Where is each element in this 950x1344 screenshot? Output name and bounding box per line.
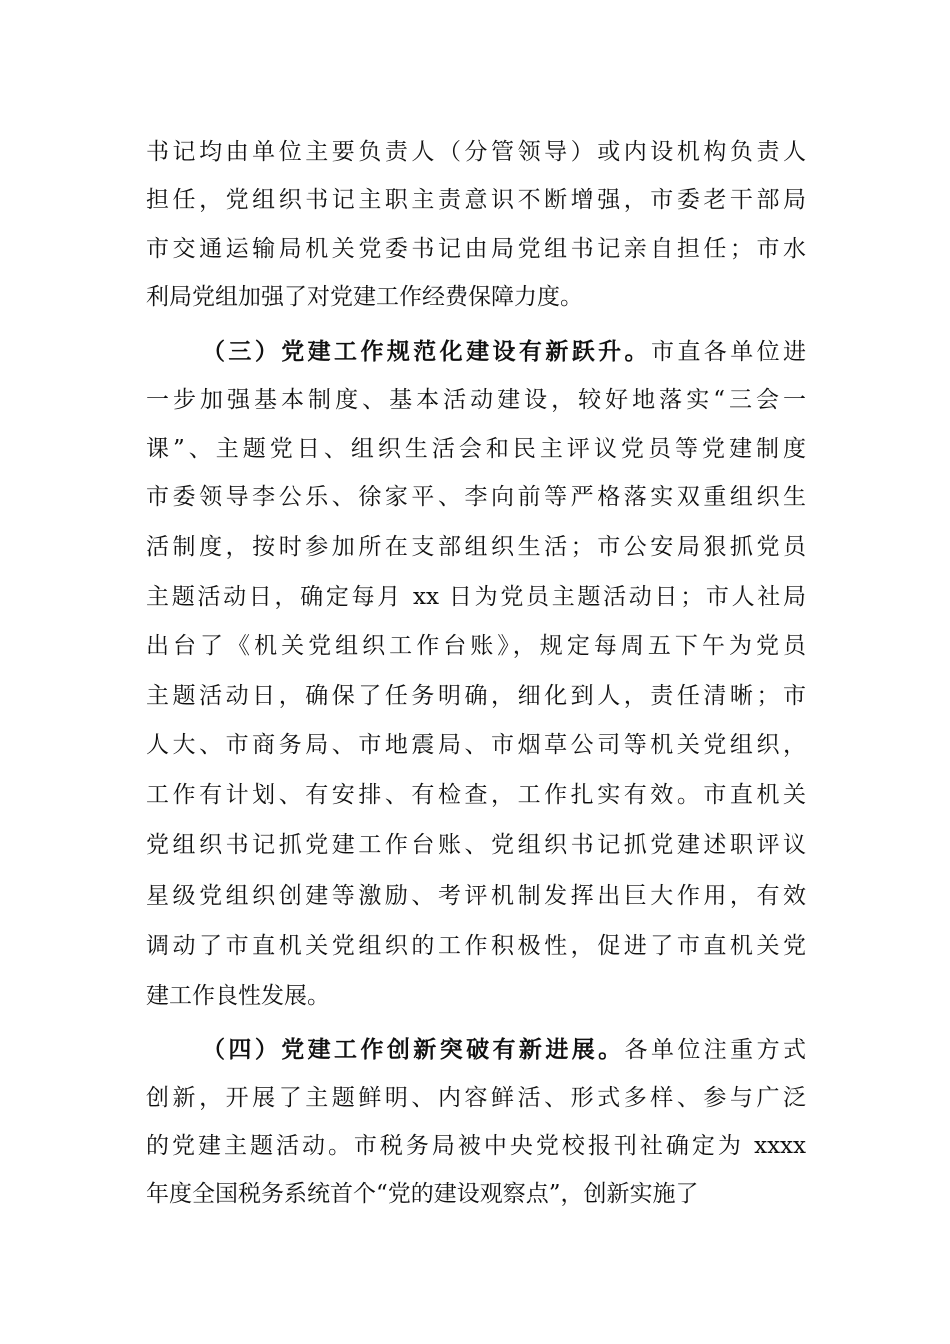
text-line: 担任，党组织书记主职主责意识不断增强，市委老干部局: [146, 187, 806, 213]
text-line: 人大、市商务局、市地震局、市烟草公司等机关党组织，: [146, 732, 806, 758]
text-run: 市直各单位进: [650, 339, 807, 365]
text-line: 市委领导李公乐、徐家平、李向前等严格落实双重组织生: [146, 484, 806, 510]
text-line: 建工作良性发展。: [146, 983, 330, 1009]
text-line: 活制度，按时参加所在支部组织生活；市公安局狠抓党员: [146, 534, 806, 560]
text-line: 课”、主题党日、组织生活会和民主评议党员等党建制度: [146, 436, 806, 462]
section-heading-3: （三）党建工作规范化建设有新跃升。: [202, 338, 651, 365]
text-line: 党组织书记抓党建工作台账、党组织书记抓党建述职评议: [146, 832, 806, 858]
text-line: 主题活动日，确保了任务明确，细化到人，责任清晰；市: [146, 683, 806, 709]
text-line: 主题活动日，确定每月 xx 日为党员主题活动日；市人社局: [146, 584, 806, 610]
text-run: 各单位注重方式: [624, 1037, 807, 1063]
text-line: 工作有计划、有安排、有检查，工作扎实有效。市直机关: [146, 782, 806, 808]
text-line: 调动了市直机关党组织的工作积极性，促进了市直机关党: [146, 933, 806, 959]
paragraph-first-line: [202, 1030, 806, 1070]
paragraph-first-line: [202, 332, 806, 372]
text-line: 一步加强基本制度、基本活动建设，较好地落实“三会一: [146, 387, 806, 413]
text-line: 年度全国税务系统首个“党的建设观察点”，创新实施了: [146, 1181, 699, 1207]
text-line: 的党建主题活动。市税务局被中央党校报刊社确定为 xxxx: [146, 1133, 806, 1159]
text-line: 出台了《机关党组织工作台账》，规定每周五下午为党员: [146, 633, 806, 659]
section-heading-4: （四）党建工作创新突破有新进展。: [202, 1036, 625, 1063]
text-line: 利局党组加强了对党建工作经费保障力度。: [146, 284, 583, 310]
text-line: 星级党组织创建等激励、考评机制发挥出巨大作用，有效: [146, 883, 806, 909]
text-line: 书记均由单位主要负责人（分管领导）或内设机构负责人: [146, 139, 806, 165]
text-line: 市交通运输局机关党委书记由局党组书记亲自担任；市水: [146, 236, 806, 262]
text-line: 创新，开展了主题鲜明、内容鲜活、形式多样、参与广泛: [146, 1085, 806, 1111]
